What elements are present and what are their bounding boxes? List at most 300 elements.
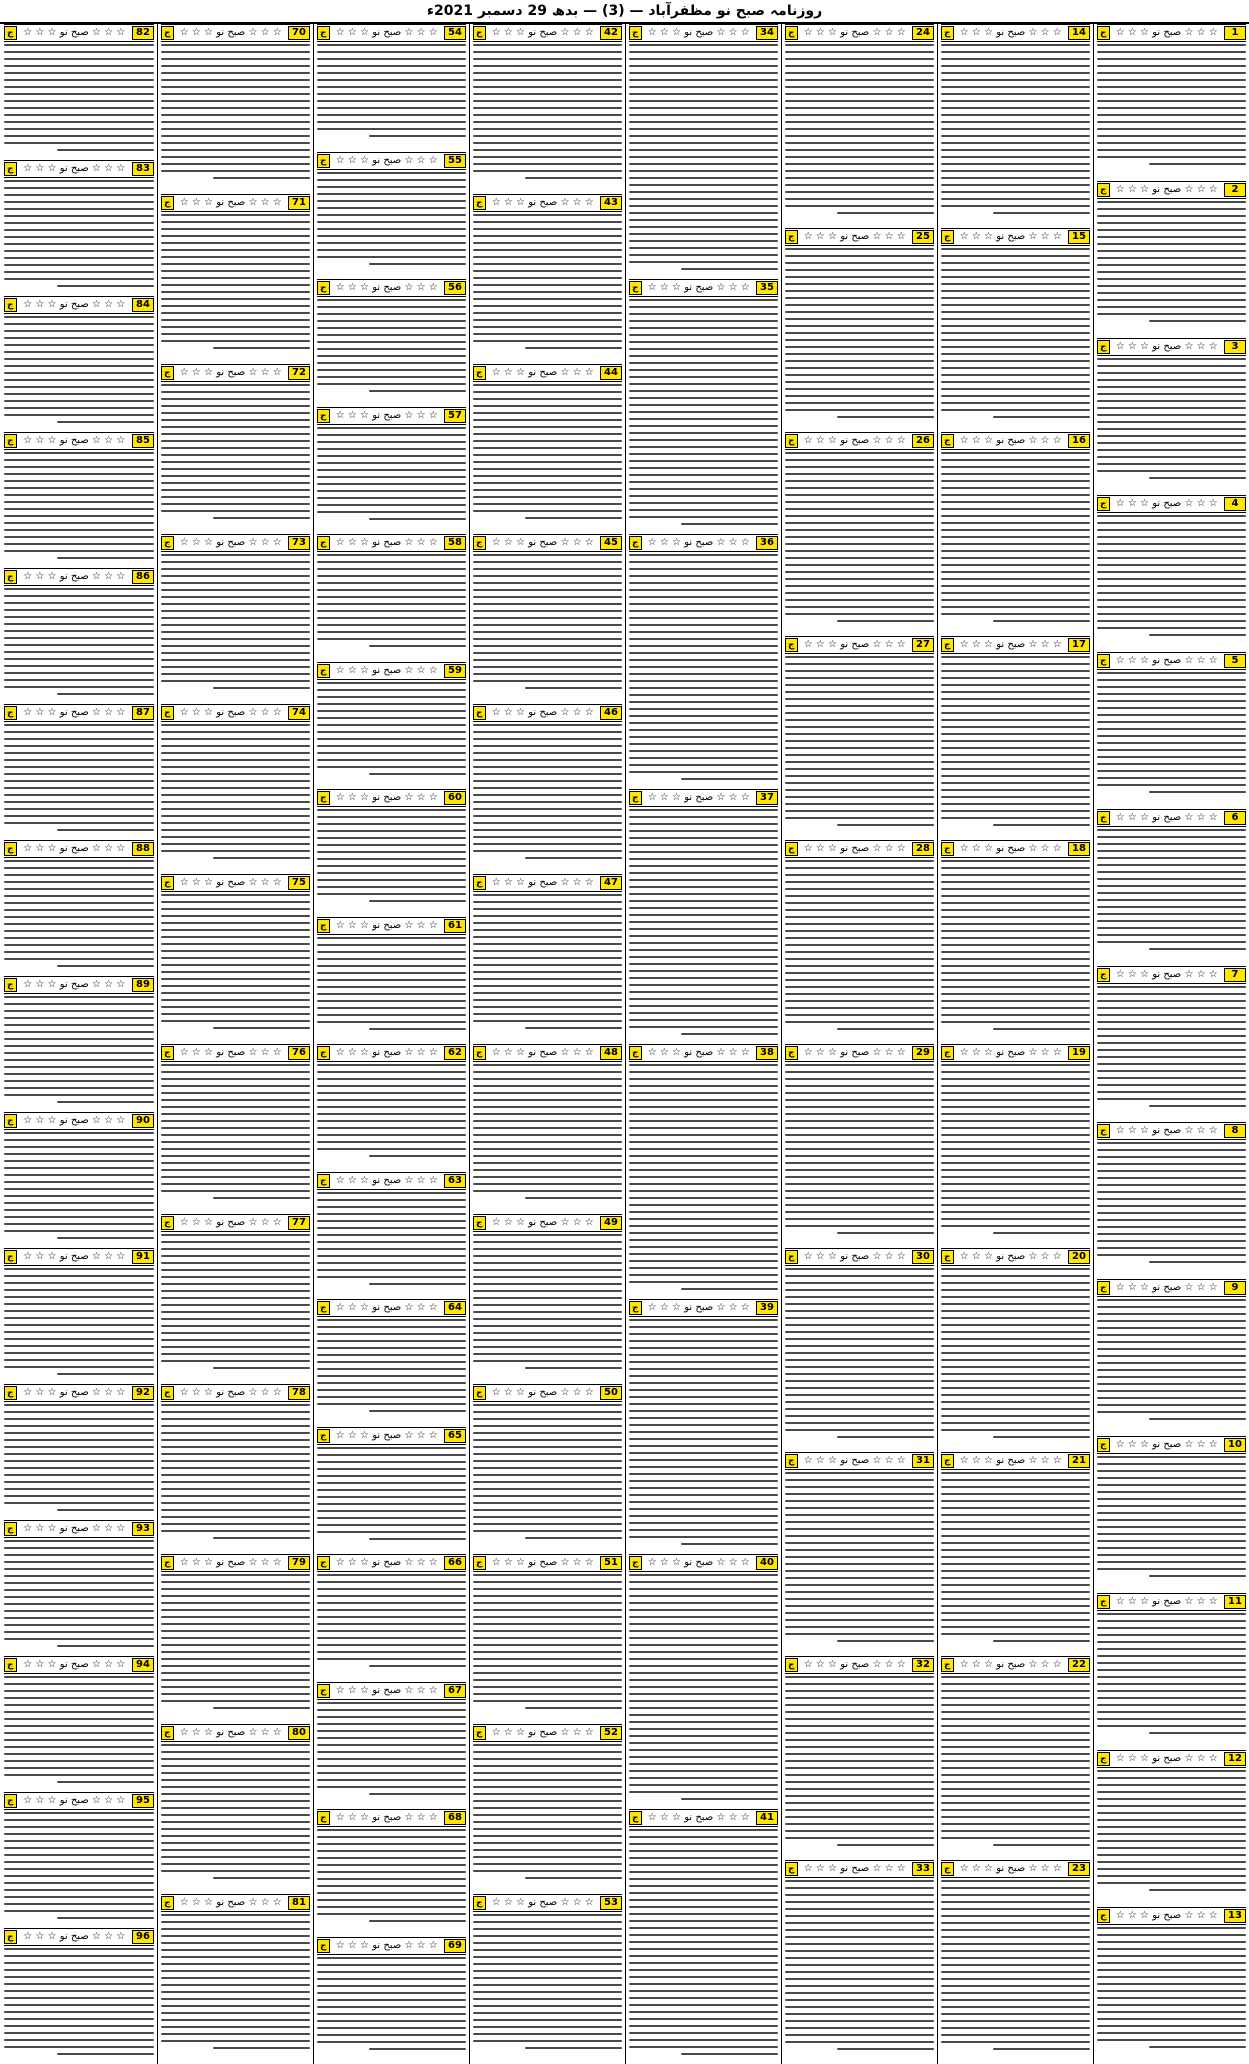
text-line xyxy=(317,1319,466,1321)
text-line xyxy=(629,715,778,717)
text-line xyxy=(4,867,154,869)
text-line xyxy=(4,808,154,810)
notice-brand-badge: ج xyxy=(785,434,798,448)
text-line xyxy=(317,844,466,846)
text-line xyxy=(1097,1927,1246,1929)
text-line xyxy=(629,624,778,626)
text-line xyxy=(473,992,622,994)
text-line xyxy=(785,909,934,911)
text-line xyxy=(4,686,154,688)
notice-brand-title: ☆ ☆ ☆ صبح نو ☆ ☆ ☆ xyxy=(1115,27,1218,38)
text-line xyxy=(629,872,778,874)
notice-brand-badge: ج xyxy=(317,1429,330,1443)
text-line xyxy=(941,564,1090,566)
text-line xyxy=(161,759,310,761)
text-line xyxy=(317,1658,466,1660)
text-line xyxy=(1097,1369,1246,1371)
text-line xyxy=(161,1467,310,1469)
text-line xyxy=(4,2046,154,2048)
text-line xyxy=(57,149,155,151)
text-line xyxy=(629,638,778,640)
text-line xyxy=(785,536,934,538)
text-line xyxy=(629,128,778,130)
notice-number: 1 xyxy=(1224,26,1246,40)
notice-brand-title: ☆ ☆ ☆ صبح نو ☆ ☆ ☆ xyxy=(959,231,1062,242)
text-line xyxy=(473,1523,622,1525)
text-line xyxy=(317,851,466,853)
notice-number: 67 xyxy=(444,1684,466,1698)
text-line xyxy=(1097,550,1246,552)
text-line xyxy=(4,1819,154,1821)
text-line xyxy=(629,970,778,972)
notice-body xyxy=(785,1064,934,1239)
text-line xyxy=(629,1714,778,1716)
notice-body xyxy=(161,1064,310,1204)
text-line xyxy=(785,135,934,137)
text-line xyxy=(473,901,622,903)
notice-header xyxy=(317,1937,466,1955)
text-line xyxy=(785,1943,934,1945)
text-line xyxy=(941,1528,1090,1530)
notice-block xyxy=(314,789,469,917)
text-line xyxy=(629,86,778,88)
text-line xyxy=(317,731,466,733)
notice-brand-title: ☆ ☆ ☆ صبح نو ☆ ☆ ☆ xyxy=(647,792,750,803)
text-line xyxy=(161,1928,310,1930)
text-line xyxy=(473,1467,622,1469)
text-line xyxy=(785,1697,934,1699)
text-line xyxy=(4,508,154,510)
notice-brand-badge: ج xyxy=(473,1726,486,1740)
text-line xyxy=(317,1113,466,1115)
text-line xyxy=(1097,1791,1246,1793)
notice-brand-title: ☆ ☆ ☆ صبح نو ☆ ☆ ☆ xyxy=(179,877,282,888)
notice-header xyxy=(1097,652,1246,670)
text-line xyxy=(629,219,778,221)
text-line xyxy=(941,367,1090,369)
text-line xyxy=(785,1021,934,1023)
text-line xyxy=(1097,44,1246,46)
text-line xyxy=(317,434,466,436)
text-line xyxy=(473,214,622,216)
text-line xyxy=(57,1101,155,1103)
text-line xyxy=(785,656,934,658)
text-line xyxy=(629,729,778,731)
text-line xyxy=(1097,1163,1246,1165)
text-line xyxy=(1097,1812,1246,1814)
text-line xyxy=(1097,1805,1246,1807)
text-line xyxy=(785,381,934,383)
text-line xyxy=(1097,1170,1246,1172)
text-line xyxy=(4,1540,154,1542)
text-line xyxy=(317,1978,466,1980)
text-line xyxy=(4,1955,154,1957)
notice-brand-title: ☆ ☆ ☆ صبح نو ☆ ☆ ☆ xyxy=(959,27,1062,38)
notice-number: 74 xyxy=(288,706,310,720)
text-line xyxy=(629,830,778,832)
text-line xyxy=(1097,1533,1246,1535)
text-line xyxy=(4,452,154,454)
text-line xyxy=(629,1843,778,1845)
text-line xyxy=(473,1595,622,1597)
text-line xyxy=(525,857,622,859)
text-line xyxy=(941,1521,1090,1523)
text-line xyxy=(941,184,1090,186)
text-line xyxy=(941,72,1090,74)
text-line xyxy=(4,459,154,461)
text-line xyxy=(317,490,466,492)
text-line xyxy=(473,1693,622,1695)
text-line xyxy=(473,419,622,421)
notice-brand-title: ☆ ☆ ☆ صبح نو ☆ ☆ ☆ xyxy=(335,919,438,931)
text-line xyxy=(785,466,934,468)
text-line xyxy=(785,670,934,672)
notice-body xyxy=(785,656,934,831)
text-line xyxy=(161,836,310,838)
text-line xyxy=(1097,1505,1246,1507)
text-line xyxy=(629,886,778,888)
text-line xyxy=(941,86,1090,88)
text-line xyxy=(473,263,622,265)
text-line xyxy=(629,355,778,357)
text-line xyxy=(161,1092,310,1094)
text-line xyxy=(317,1581,466,1583)
text-line xyxy=(785,895,934,897)
notice-header xyxy=(317,1044,466,1062)
text-line xyxy=(785,993,934,995)
text-line xyxy=(473,1630,622,1632)
text-line xyxy=(4,51,154,53)
text-line xyxy=(1097,1477,1246,1479)
notice-body xyxy=(1097,515,1246,641)
text-line xyxy=(317,200,466,202)
text-line xyxy=(785,1000,934,1002)
text-line xyxy=(941,501,1090,503)
text-line xyxy=(941,1310,1090,1312)
notice-block xyxy=(782,1860,937,2064)
text-line xyxy=(317,362,466,364)
notice-block xyxy=(314,1427,469,1555)
text-line xyxy=(941,1619,1090,1621)
notice-brand-title: ☆ ☆ ☆ صبح نو ☆ ☆ ☆ xyxy=(959,843,1062,854)
text-line xyxy=(629,956,778,958)
text-line xyxy=(161,44,310,46)
text-line xyxy=(369,1283,466,1285)
text-line xyxy=(317,249,466,251)
text-line xyxy=(1097,620,1246,622)
text-line xyxy=(317,1206,466,1208)
text-line xyxy=(941,121,1090,123)
text-line xyxy=(629,233,778,235)
text-line xyxy=(4,930,154,932)
text-line xyxy=(941,1127,1090,1129)
notice-brand-title: ☆ ☆ ☆ صبح نو ☆ ☆ ☆ xyxy=(179,367,282,378)
text-line xyxy=(317,348,466,350)
text-line xyxy=(317,497,466,499)
text-line xyxy=(785,951,934,953)
notice-brand-title: ☆ ☆ ☆ صبح نو ☆ ☆ ☆ xyxy=(335,409,438,421)
notice-brand-title: ☆ ☆ ☆ صبح نو ☆ ☆ ☆ xyxy=(803,1047,906,1058)
text-line xyxy=(785,1887,934,1889)
text-line xyxy=(317,1262,466,1264)
text-line xyxy=(1097,1641,1246,1643)
text-line xyxy=(525,517,622,519)
text-line xyxy=(629,79,778,81)
notice-block xyxy=(470,1554,625,1724)
text-line xyxy=(161,440,310,442)
notice-block xyxy=(1,1112,157,1248)
notice-block xyxy=(158,1044,313,1214)
text-line xyxy=(941,550,1090,552)
text-line xyxy=(161,1863,310,1865)
text-line xyxy=(4,1059,154,1061)
text-line xyxy=(161,426,310,428)
text-line xyxy=(629,809,778,811)
text-line xyxy=(161,673,310,675)
text-line xyxy=(785,1289,934,1291)
notice-brand-badge: ج xyxy=(1097,1124,1110,1138)
text-line xyxy=(161,1977,310,1979)
text-line xyxy=(629,659,778,661)
notice-body xyxy=(4,996,154,1108)
text-line xyxy=(369,1155,466,1157)
text-line xyxy=(213,1877,310,1879)
notice-brand-badge: ج xyxy=(4,1114,17,1128)
text-line xyxy=(161,1013,310,1015)
notice-body xyxy=(4,1948,154,2060)
text-line xyxy=(317,1985,466,1987)
text-line xyxy=(161,1453,310,1455)
text-line xyxy=(941,740,1090,742)
text-line xyxy=(785,184,934,186)
text-line xyxy=(629,100,778,102)
text-line xyxy=(4,372,154,374)
text-line xyxy=(1097,100,1246,102)
text-line xyxy=(317,1134,466,1136)
notice-block xyxy=(314,1809,469,1937)
notice-number: 65 xyxy=(444,1429,466,1443)
notice-header xyxy=(785,1044,934,1062)
text-line xyxy=(161,1006,310,1008)
text-line xyxy=(629,617,778,619)
notice-header xyxy=(1097,1750,1246,1768)
notice-header xyxy=(161,874,310,892)
text-line xyxy=(161,1630,310,1632)
text-line xyxy=(785,205,934,207)
text-line xyxy=(4,1352,154,1354)
text-line xyxy=(161,1190,310,1192)
text-line xyxy=(317,1510,466,1512)
text-line xyxy=(629,1099,778,1101)
text-line xyxy=(1097,599,1246,601)
text-line xyxy=(317,617,466,619)
text-line xyxy=(785,1507,934,1509)
text-line xyxy=(785,1626,934,1628)
text-line xyxy=(1097,1219,1246,1221)
notice-block xyxy=(626,1554,781,1809)
text-line xyxy=(473,1814,622,1816)
notice-brand-badge: ج xyxy=(1097,1438,1110,1452)
notice-block xyxy=(1094,1907,1249,2064)
text-line xyxy=(473,1276,622,1278)
text-line xyxy=(941,1225,1090,1227)
text-line xyxy=(629,1148,778,1150)
text-line xyxy=(317,1461,466,1463)
text-line xyxy=(629,1176,778,1178)
text-line xyxy=(629,1588,778,1590)
text-line xyxy=(317,886,466,888)
text-line xyxy=(473,1977,622,1979)
text-line xyxy=(629,1438,778,1440)
text-line xyxy=(1097,1177,1246,1179)
notice-body xyxy=(161,554,310,694)
text-line xyxy=(317,582,466,584)
text-line xyxy=(785,487,934,489)
text-line xyxy=(161,277,310,279)
text-line xyxy=(4,679,154,681)
text-line xyxy=(629,1508,778,1510)
notice-body xyxy=(317,1574,466,1672)
text-line xyxy=(785,719,934,721)
text-line xyxy=(473,922,622,924)
text-line xyxy=(317,1836,466,1838)
text-line xyxy=(681,2053,778,2055)
text-line xyxy=(941,670,1090,672)
text-line xyxy=(161,503,310,505)
notice-brand-badge: ج xyxy=(317,154,330,168)
text-line xyxy=(629,149,778,151)
text-line xyxy=(629,397,778,399)
notice-number: 63 xyxy=(444,1174,466,1188)
notice-body xyxy=(473,1404,622,1544)
text-line xyxy=(785,508,934,510)
text-line xyxy=(941,747,1090,749)
text-line xyxy=(317,462,466,464)
text-line xyxy=(941,1317,1090,1319)
text-line xyxy=(941,705,1090,707)
notice-brand-title: ☆ ☆ ☆ صبح نو ☆ ☆ ☆ xyxy=(959,435,1062,446)
text-line xyxy=(1097,1306,1246,1308)
text-line xyxy=(161,922,310,924)
text-line xyxy=(785,177,934,179)
text-line xyxy=(4,874,154,876)
text-line xyxy=(1097,1063,1246,1065)
text-line xyxy=(785,1556,934,1558)
text-line xyxy=(629,1850,778,1852)
text-line xyxy=(629,1997,778,1999)
text-line xyxy=(4,414,154,416)
text-line xyxy=(629,1141,778,1143)
text-line xyxy=(629,1871,778,1873)
text-line xyxy=(629,984,778,986)
text-line xyxy=(473,780,622,782)
text-line xyxy=(785,1880,934,1882)
text-line xyxy=(629,348,778,350)
notice-header xyxy=(317,1809,466,1827)
notice-brand-title: ☆ ☆ ☆ صبح نو ☆ ☆ ☆ xyxy=(23,299,126,310)
text-line xyxy=(4,201,154,203)
text-line xyxy=(161,1248,310,1250)
text-line xyxy=(1097,358,1246,360)
text-line xyxy=(4,2018,154,2020)
text-line xyxy=(4,400,154,402)
text-line xyxy=(941,1092,1090,1094)
notice-body xyxy=(785,1880,934,2055)
text-line xyxy=(317,879,466,881)
text-line xyxy=(941,684,1090,686)
text-line xyxy=(473,235,622,237)
text-line xyxy=(473,1956,622,1958)
notice-header xyxy=(785,1248,934,1266)
text-line xyxy=(941,1781,1090,1783)
text-line xyxy=(4,1425,154,1427)
text-line xyxy=(161,475,310,477)
text-line xyxy=(785,1071,934,1073)
text-line xyxy=(4,1038,154,1040)
text-line xyxy=(161,1700,310,1702)
notice-number: 69 xyxy=(444,1939,466,1953)
text-line xyxy=(161,1574,310,1576)
notice-brand-title: ☆ ☆ ☆ صبح نو ☆ ☆ ☆ xyxy=(803,1251,906,1262)
text-line xyxy=(941,585,1090,587)
text-line xyxy=(4,1310,154,1312)
text-line xyxy=(4,44,154,46)
notice-block xyxy=(782,1452,937,1656)
notice-block xyxy=(470,194,625,364)
text-line xyxy=(1097,742,1246,744)
text-line xyxy=(629,736,778,738)
text-line xyxy=(629,439,778,441)
text-line xyxy=(161,433,310,435)
text-line xyxy=(629,1204,778,1206)
text-line xyxy=(941,1922,1090,1924)
notice-brand-title: ☆ ☆ ☆ صبح نو ☆ ☆ ☆ xyxy=(803,843,906,854)
text-line xyxy=(161,405,310,407)
text-line xyxy=(161,936,310,938)
text-line xyxy=(161,333,310,335)
text-line xyxy=(785,1633,934,1635)
text-line xyxy=(161,1856,310,1858)
text-line xyxy=(4,1847,154,1849)
text-line xyxy=(473,1346,622,1348)
text-line xyxy=(317,703,466,705)
text-line xyxy=(4,1718,154,1720)
text-line xyxy=(161,1432,310,1434)
text-line xyxy=(4,1446,154,1448)
text-line xyxy=(213,1367,310,1369)
text-line xyxy=(4,658,154,660)
notice-brand-title: ☆ ☆ ☆ صبح نو ☆ ☆ ☆ xyxy=(959,639,1062,650)
text-line xyxy=(785,283,934,285)
text-line xyxy=(317,944,466,946)
notice-block xyxy=(1,568,157,704)
text-line xyxy=(161,2033,310,2035)
text-line xyxy=(4,1324,154,1326)
notice-header xyxy=(473,1384,622,1402)
text-line xyxy=(317,1234,466,1236)
notice-body xyxy=(4,180,154,292)
notice-block xyxy=(158,534,313,704)
text-line xyxy=(473,610,622,612)
text-line xyxy=(629,1927,778,1929)
text-line xyxy=(629,1934,778,1936)
text-line xyxy=(629,212,778,214)
text-line xyxy=(1097,1498,1246,1500)
text-line xyxy=(1097,1049,1246,1051)
text-line xyxy=(785,72,934,74)
text-line xyxy=(317,1354,466,1356)
text-line xyxy=(941,452,1090,454)
